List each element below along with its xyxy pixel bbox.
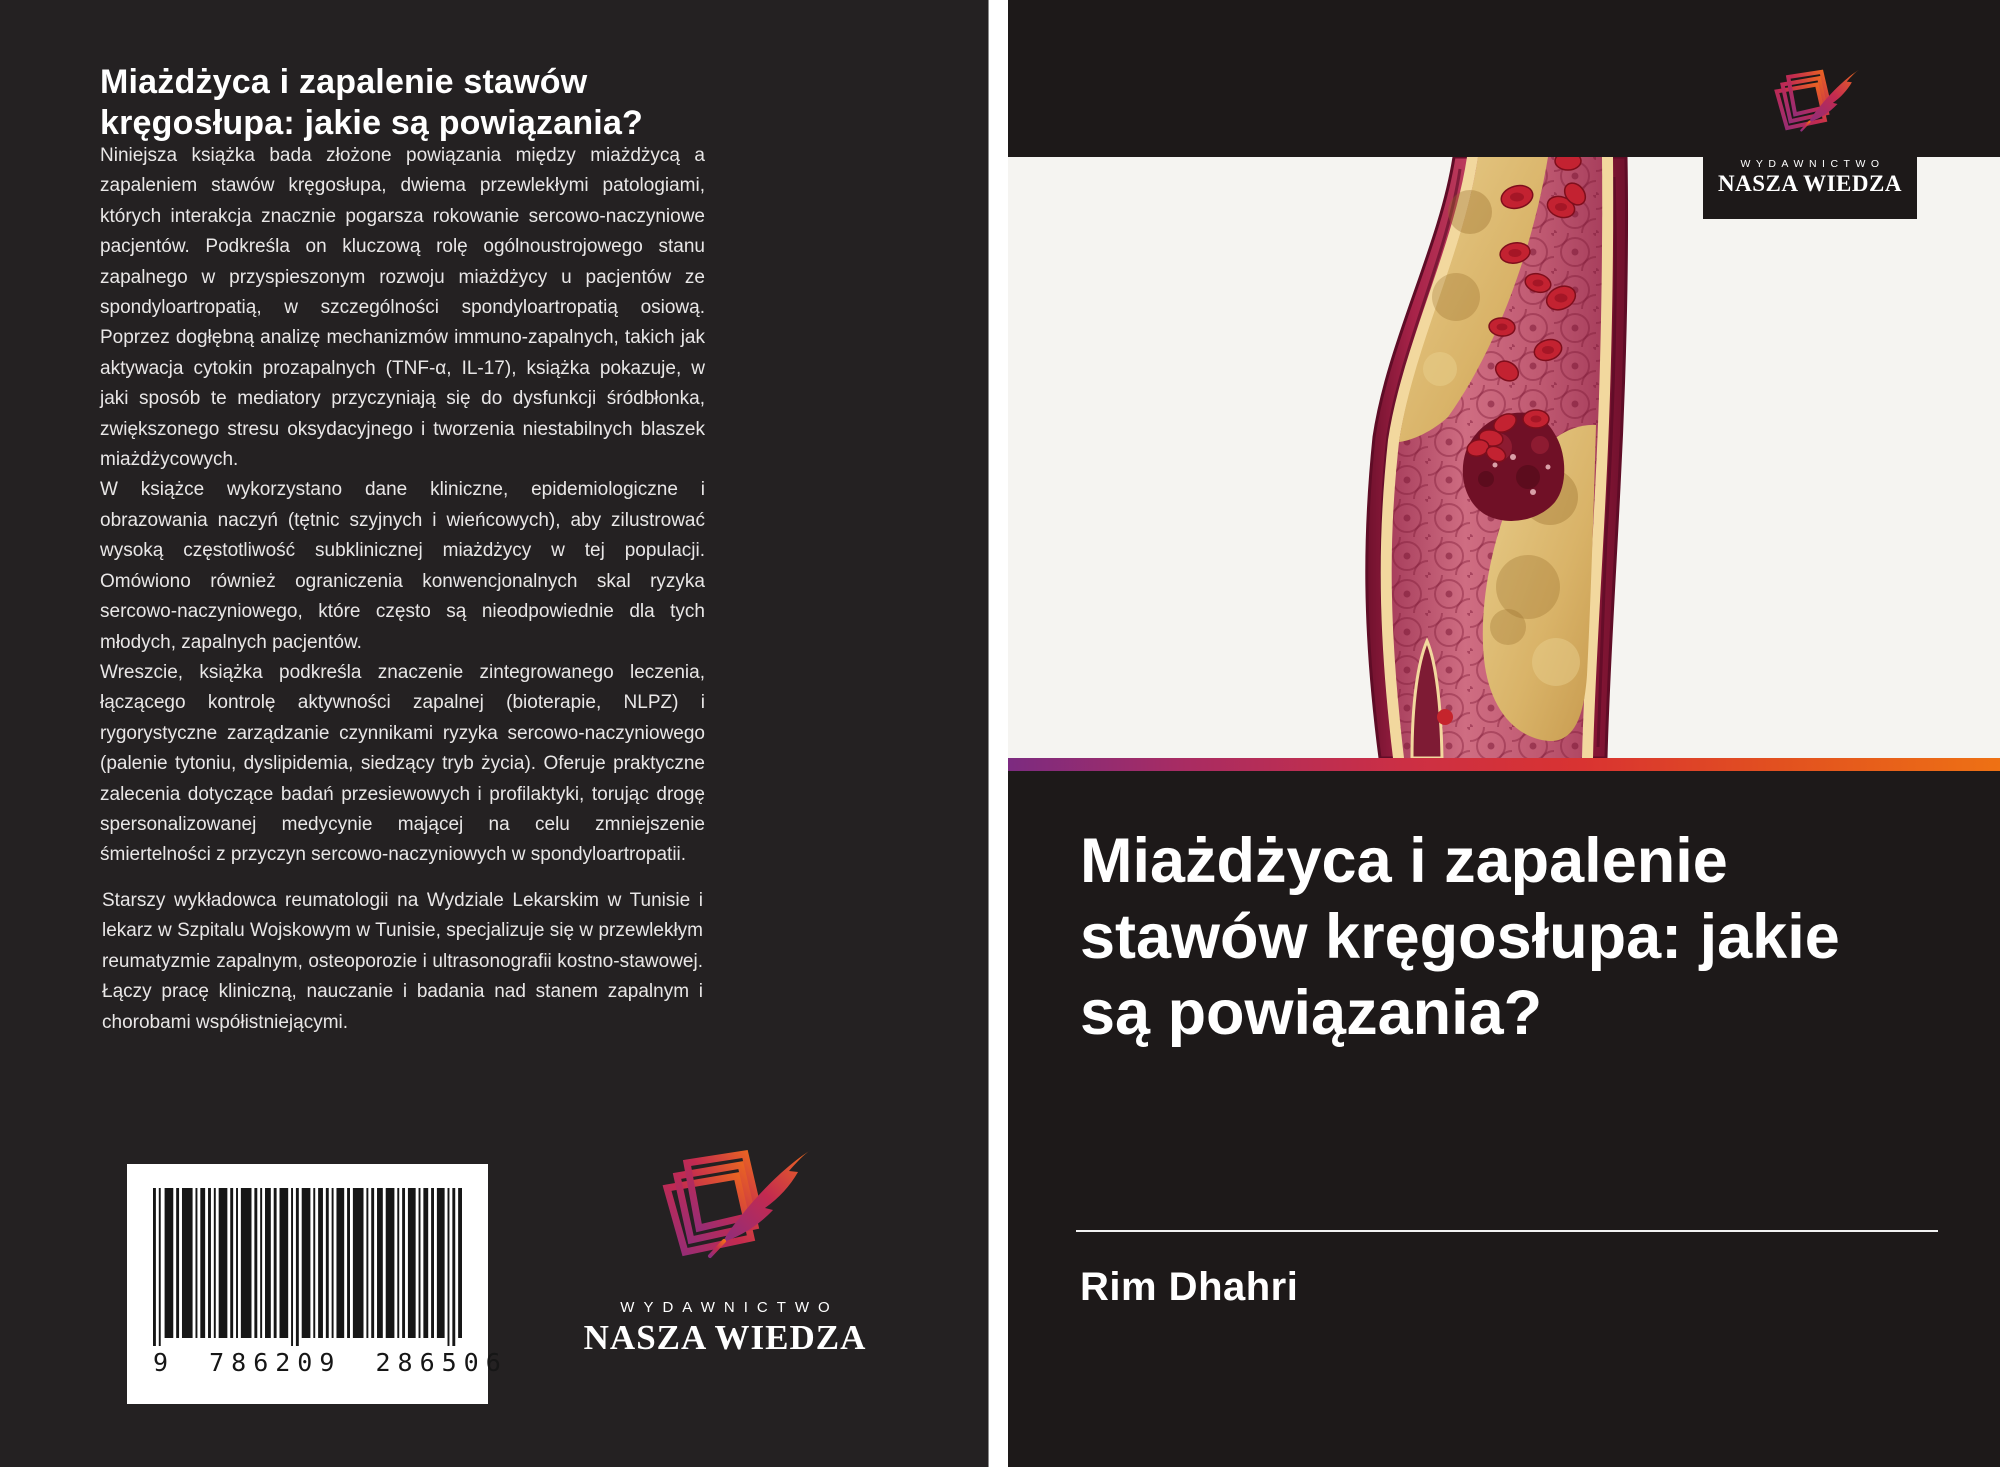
back-cover-title: Miażdżyca i zapalenie stawów kręgosłupa: jakie są powiązania? — [100, 63, 644, 142]
front-cover-title: Miażdżyca i zapalenie stawów kręgosłupa: jakie są powiązania? — [1080, 826, 1840, 1048]
author-bio: Starszy wykładowca reumatologii na Wydziale Lekarskim w Tunisie i lekarz w Szpitalu Wojskowym w Tunisie, specjalizuje się w przewlekłym reumatyzmie zapalnym, osteoporozie i ultrasonografii kostno-stawowej. Łączy pracę kliniczną, nauczanie i badania nad stanem zapalnym i chorobami współistniejącymi. — [102, 890, 703, 1033]
synopsis-paragraph: W książce wykorzystano dane kliniczne, epidemiologiczne i obrazowania naczyń (tętnic szyjnych i wieńcowych), aby zilustrować wysoką częstotliwość subklinicznej miażdżycy w tej populacji. Omówiono również ograniczenia konwencjonalnych skal ryzyka sercowo-naczyniowego, które często są nieodpowiednie dla tych młodych, zapalnych pacjentów. — [100, 479, 705, 653]
artery-illustration — [1008, 157, 2000, 758]
synopsis-paragraph: Wreszcie, książka podkreśla znaczenie zintegrowanego leczenia, łączącego kontrolę aktywności zapalnej (bioterapie, NLPZ) i rygorystyczne zarządzanie czynnikami ryzyka sercowo-naczyniowego (palenie tytoniu, dyslipidemia, siedzący tryb życia). Oferuje praktyczne zalecenia dotyczące badań przesiewowych i profilaktyki, torując drogę spersonalizowanej medycynie mającej na celu zmniejszenie śmiertelności z przyczyn sercowo-naczyniowych w spondyloartropatii. — [100, 661, 705, 866]
synopsis-paragraph: Niniejsza książka bada złożone powiązania między miażdżycą a zapaleniem stawów kręgosłupa, dwiema przewlekłymi patologiami, których interakcja znacznie pogarsza rokowanie sercowo-naczyniowe pacjentów. Podkreśla on kluczową rolę ogólnoustrojowego stanu zapalnego w przyspieszonym rozwoju miażdżycy u pacjentów ze spondyloartropatią, w szczególności spondyloartropatią osiową. Poprzez dogłębną analizę mechanizmów immuno-zapalnych, takich jak aktywacja cytokin prozapalnych (TNF-α, IL-17), książka pokazuje, w jaki sposób te mediatory przyczyniają się do dysfunkcji śródbłonka, zwiększonego stresu oksydacyjnego i tworzenia niestabilnych blaszek miażdżycowych. — [100, 145, 705, 471]
barcode-digits: 9 786209 286506 — [153, 1348, 508, 1377]
front-cover — [1008, 0, 2000, 1467]
front-artwork-area — [1008, 157, 2000, 758]
publisher-label: WYDAWNICTWO — [1740, 158, 1885, 170]
accent-gradient-bar — [1008, 758, 2000, 771]
publisher-name: NASZA WIEDZA — [583, 1318, 867, 1357]
stacked-pages-feather-icon — [1744, 65, 1876, 151]
cover-gutter — [988, 0, 1008, 1467]
front-cover-author: Rim Dhahri — [1080, 1265, 1299, 1309]
back-cover — [0, 0, 988, 1467]
stacked-pages-feather-icon — [609, 1142, 841, 1292]
publisher-name: NASZA WIEDZA — [1718, 171, 1902, 196]
back-cover-synopsis — [100, 141, 705, 871]
publisher-logo — [558, 1142, 892, 1358]
author-divider-rule — [1076, 1230, 1938, 1232]
barcode-bars-icon — [153, 1188, 462, 1346]
publisher-logo — [1703, 57, 1917, 219]
barcode — [127, 1164, 508, 1404]
publisher-label: WYDAWNICTWO — [620, 1299, 839, 1316]
front-bottom-panel — [1008, 771, 2000, 1467]
